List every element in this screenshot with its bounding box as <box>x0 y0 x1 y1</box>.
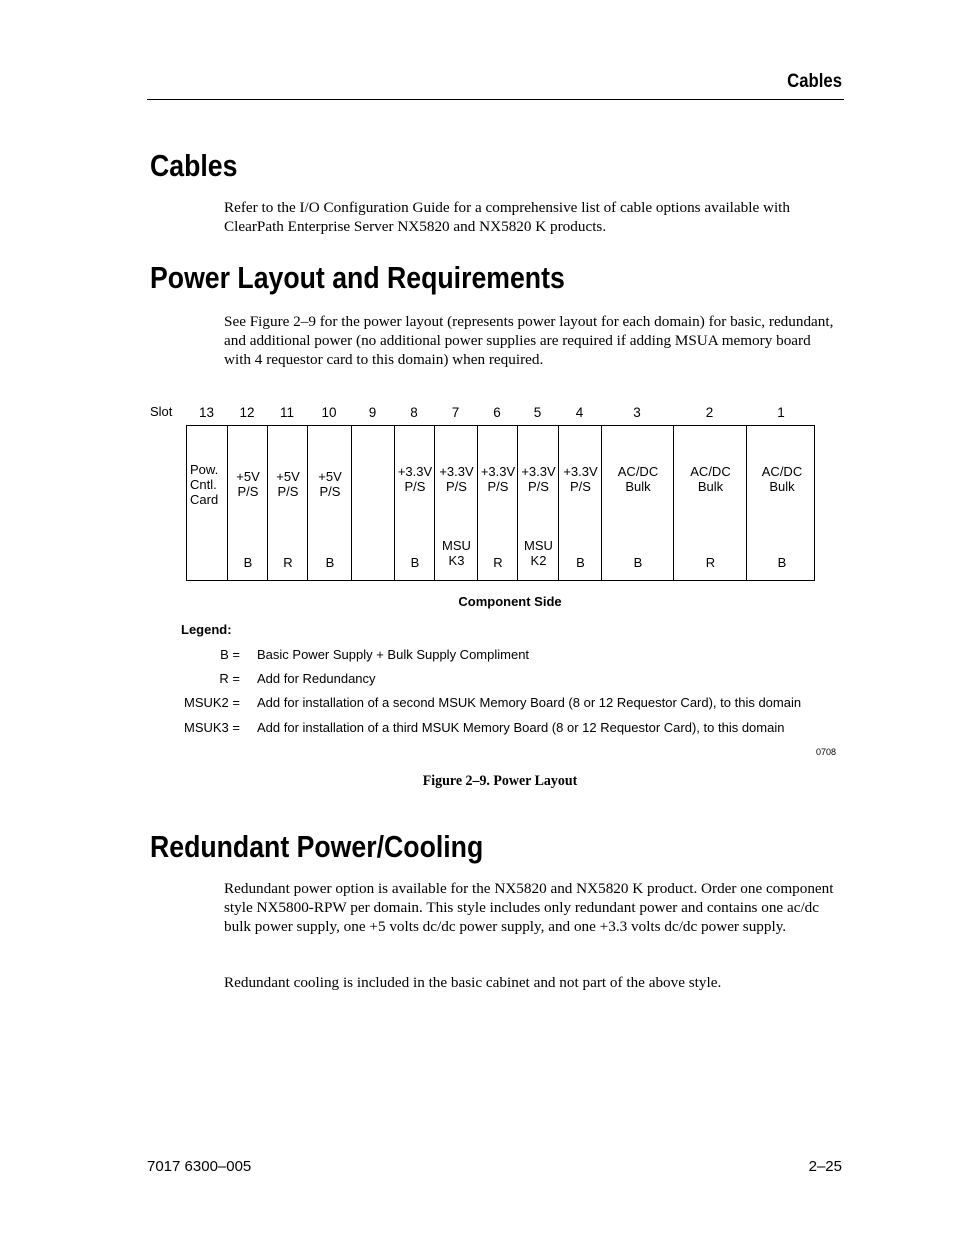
legend-value: Add for Redundancy <box>257 671 376 686</box>
legend-key: MSUK3 = <box>184 720 240 735</box>
slot-code: B <box>410 555 420 570</box>
slot-content: AC/DC Bulk <box>761 464 803 494</box>
slot-code: B <box>777 555 787 570</box>
heading-power-layout: Power Layout and Requirements <box>150 260 565 295</box>
slot-content: +5V P/S <box>276 469 300 499</box>
slot-divider <box>351 426 352 580</box>
slot-content: +3.3V P/S <box>563 464 598 494</box>
slot-code: B <box>576 555 585 570</box>
slot-divider <box>601 426 602 580</box>
slot-number: 8 <box>410 405 418 420</box>
slot-number: 13 <box>198 405 215 420</box>
slot-code: B <box>325 555 335 570</box>
slot-number: 1 <box>777 405 785 420</box>
slot-content: AC/DC Bulk <box>690 464 731 494</box>
legend-title: Legend: <box>181 622 232 637</box>
slot-code: B <box>633 555 643 570</box>
slot-msu-note: MSU K2 <box>524 538 553 568</box>
slot-number: 6 <box>493 405 501 420</box>
slot-content: +3.3V P/S <box>521 464 556 494</box>
component-side-label: Component Side <box>458 594 562 609</box>
slot-content: +3.3V P/S <box>397 464 433 494</box>
footer-doc-number: 7017 6300–005 <box>147 1158 252 1175</box>
legend-value: Add for installation of a third MSUK Memory Board (8 or 12 Requestor Card), to this domain <box>257 720 785 735</box>
legend-key: MSUK2 = <box>184 695 240 710</box>
slot-number: 12 <box>239 405 255 420</box>
slot-code: R <box>283 555 293 570</box>
slot-number: 9 <box>368 405 377 420</box>
slot-code: R <box>705 555 716 570</box>
slot-content: +3.3V P/S <box>439 464 474 494</box>
header-rule <box>147 99 844 100</box>
slot-code: R <box>493 555 503 570</box>
slot-content: AC/DC Bulk <box>617 464 659 494</box>
legend-value: Basic Power Supply + Bulk Supply Compliment <box>257 647 530 662</box>
slot-number: 4 <box>575 405 584 420</box>
running-header-title: Cables <box>787 71 842 92</box>
footer-page-number: 2–25 <box>808 1158 842 1175</box>
slot-label: Slot <box>150 404 173 419</box>
slot-content: Pow. Cntl. Card <box>190 462 219 507</box>
slot-content: +3.3V P/S <box>480 464 516 494</box>
slot-number: 7 <box>451 405 460 420</box>
slot-divider <box>746 426 747 580</box>
heading-redundant: Redundant Power/Cooling <box>150 829 484 864</box>
legend-key: R = <box>219 671 240 686</box>
slot-content: +5V P/S <box>318 469 342 499</box>
slot-msu-note: MSU K3 <box>442 538 471 568</box>
redundant-paragraph-1: Redundant power option is available for the NX5820 and NX5820 K product. Order one component style NX5800-RPW per domain. This style includes only redundant power and contains one ac/dc bulk power supply, one +5 volts dc/dc power supply, and one +3.3 volts dc/dc power supply. <box>224 880 834 935</box>
power-layout-paragraph: See Figure 2–9 for the power layout (represents power layout for each domain) for basic, redundant, and additional power (no additional power supplies are required if adding MSUA memory board with 4 requestor card to this domain) when required. <box>224 313 834 368</box>
slot-number: 2 <box>705 405 714 420</box>
slot-code: B <box>243 555 253 570</box>
figure-caption: Figure 2–9. Power Layout <box>422 773 578 789</box>
slot-content: +5V P/S <box>236 469 260 499</box>
slot-divider <box>558 426 559 580</box>
cables-paragraph: Refer to the I/O Configuration Guide for a comprehensive list of cable options available with ClearPath Enterprise Server NX5820 and NX5820 K products. <box>224 199 790 235</box>
slot-divider <box>673 426 674 580</box>
slot-divider <box>307 426 308 580</box>
art-id: 0708 <box>815 747 836 757</box>
heading-cables: Cables <box>150 148 238 183</box>
slot-number: 10 <box>321 405 337 420</box>
redundant-paragraph-2: Redundant cooling is included in the basic cabinet and not part of the above style. <box>224 974 722 991</box>
legend-value: Add for installation of a second MSUK Memory Board (8 or 12 Requestor Card), to this domain <box>257 695 802 710</box>
slot-number: 3 <box>633 405 641 420</box>
slot-number: 11 <box>279 405 294 420</box>
legend-key: B = <box>220 647 240 662</box>
slot-table <box>186 425 815 581</box>
slot-number: 5 <box>533 405 542 420</box>
